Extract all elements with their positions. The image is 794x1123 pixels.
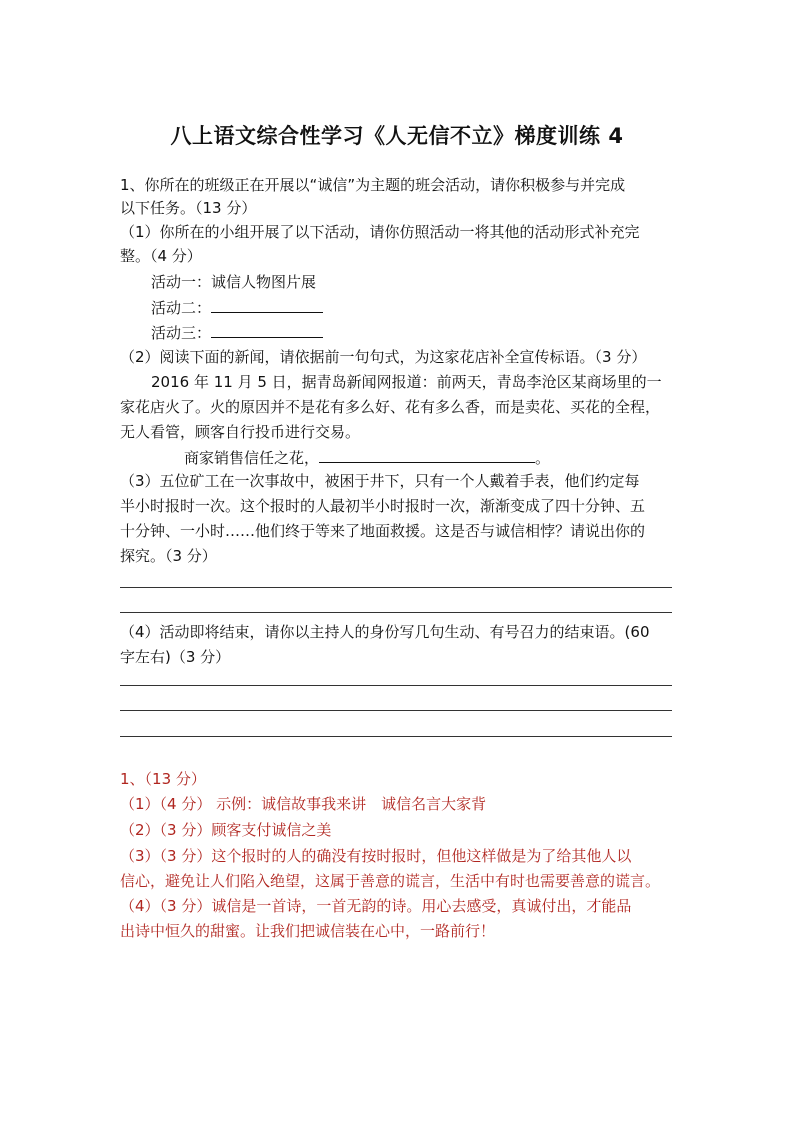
part3-line1: （3）五位矿工在一次事故中，被困于井下，只有一个人戴着手表，他们约定每 [120, 472, 640, 490]
part4-line2: 字左右)（3 分） [120, 648, 231, 666]
slogan-row [184, 445, 550, 471]
answer-1: （1）（4 分） 示例：诚信故事我来讲 诚信名言大家背 [120, 795, 487, 813]
question1-stem-line1: 1、你所在的班级正在开展以“诚信”为主题的班会活动，请你积极参与并完成 [120, 176, 626, 194]
news-line3: 无人看管，顾客自行投币进行交易。 [120, 423, 361, 441]
answer-line[interactable] [120, 612, 672, 613]
slogan-prefix: 商家销售信任之花， [184, 449, 320, 467]
activity3-row [151, 320, 323, 346]
activity2-label: 活动二： [151, 299, 212, 317]
news-line2: 家花店火了。火的原因并不是花有多么好、花有多么香，而是卖花、买花的全程， [120, 398, 661, 416]
activity2-blank[interactable] [211, 295, 323, 313]
slogan-suffix: 。 [535, 449, 551, 467]
page-title: 八上语文综合性学习《人无信不立》梯度训练 4 [170, 124, 624, 148]
answer-2: （2）（3 分）顾客支付诚信之美 [120, 821, 332, 839]
answer-line[interactable] [120, 710, 672, 711]
part1-line2: 整。（4 分） [120, 247, 202, 265]
part1-line1: （1）你所在的小组开展了以下活动，请你仿照活动一将其他的活动形式补充完 [120, 223, 640, 241]
answer-head: 1、（13 分） [120, 770, 206, 788]
answer-3-line2: 信心，避免让人们陷入绝望，这属于善意的谎言，生活中有时也需要善意的谎言。 [120, 872, 661, 890]
part3-line3: 十分钟、一小时……他们终于等来了地面救援。这是否与诚信相悖？请说出你的 [120, 522, 646, 540]
question1-stem-line2: 以下任务。（13 分） [120, 199, 257, 217]
answer-line[interactable] [120, 587, 672, 588]
part3-line4: 探究。（3 分） [120, 547, 217, 565]
answer-4-line1: （4）（3 分）诚信是一首诗，一首无韵的诗。用心去感受，真诚付出，才能品 [120, 897, 632, 915]
answer-line[interactable] [120, 736, 672, 737]
part4-line1: （4）活动即将结束，请你以主持人的身份写几句生动、有号召力的结束语。(60 [120, 623, 650, 641]
activity1-text: 活动一：诚信人物图片展 [151, 273, 317, 291]
news-line1: 2016 年 11 月 5 日，据青岛新闻网报道：前两天，青岛李沧区某商场里的一 [151, 373, 662, 391]
part2-line1: （2）阅读下面的新闻，请依据前一句句式，为这家花店补全宣传标语。（3 分） [120, 348, 647, 366]
activity3-label: 活动三： [151, 324, 212, 342]
answer-line[interactable] [120, 685, 672, 686]
part3-line2: 半小时报时一次。这个报时的人最初半小时报时一次，渐渐变成了四十分钟、五 [120, 497, 646, 515]
answer-3-line1: （3）（3 分）这个报时的人的确没有按时报时，但他这样做是为了给其他人以 [120, 847, 632, 865]
activity2-row [151, 295, 323, 321]
activity3-blank[interactable] [211, 320, 323, 338]
slogan-blank[interactable] [319, 445, 535, 463]
answer-4-line2: 出诗中恒久的甜蜜。让我们把诚信装在心中，一路前行！ [120, 922, 496, 940]
